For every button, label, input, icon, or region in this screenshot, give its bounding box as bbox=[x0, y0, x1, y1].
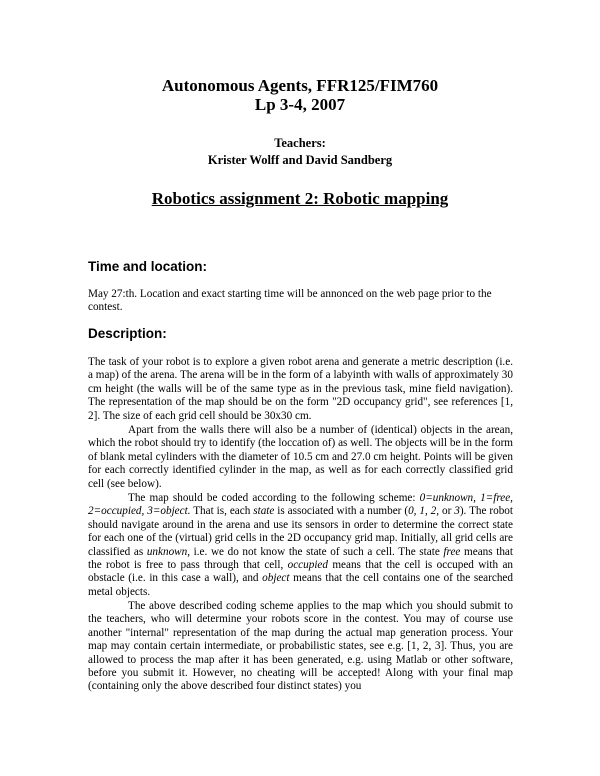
p3-text: means that the robot is free to pass through that cell, bbox=[88, 545, 514, 572]
p3-text: or bbox=[439, 505, 455, 518]
object-term: object bbox=[262, 572, 290, 585]
assignment-title: Robotics assignment 2: Robotic mapping bbox=[151, 189, 449, 208]
p3-text: That is, each bbox=[190, 505, 254, 518]
time-location-text: May 27:th. Location and exact starting time will be annonced on the web page prior to the contest. bbox=[88, 288, 492, 314]
unknown-term: unknown bbox=[146, 545, 188, 558]
teachers-names: Krister Wolff and David Sandberg bbox=[207, 153, 393, 167]
coding-scheme: 0=unknown, 1=free, 2=occupied, 3=object. bbox=[88, 492, 513, 518]
state-numbers: 0, 1, 2, bbox=[408, 505, 440, 518]
course-title: Autonomous Agents, FFR125/FIM760 bbox=[161, 76, 439, 95]
description-paragraph-3 bbox=[88, 492, 513, 599]
p3-text: ). The robot should navigate around in the arena and use its sensors in order to determine the correct state for each one of the (virtual) grid cells in the 2D occupancy grid map. Initially, all grid cells are classified as bbox=[88, 505, 513, 558]
description-paragraph-4: The above described coding scheme applies to the map which you should submit to the teachers, who will determine your robots score in the contest. You may of course use another "internal" representation of the map during the actual map generation process. Your map may contain certain intermediate, or probabilistic states, see e.g. [1, 2, 3]. Thus, you are allowed to process the map after it has been generated, e.g. using Matlab or other software, before you submit it. However, no cheating will be accepted! Along with your final map (containing only the above described four distinct states) you bbox=[88, 600, 513, 693]
p3-text: means that the cell is occuped with an obstacle (i.e. in this case a wall), and bbox=[88, 559, 514, 585]
course-period: Lp 3-4, 2007 bbox=[254, 95, 346, 114]
teachers-label: Teachers: bbox=[274, 136, 326, 150]
description-paragraph-2: Apart from the walls there will also be a number of (identical) objects in the arean, which the robot should try to identify (the loccation of) as well. The objects will be in the form of blank metal cylinders with the diameter of 10.5 cm and 27.0 cm height. Points will be given for each correctly identified cylinder in the map, as well as for each correctly classified grid cell (see below). bbox=[88, 424, 513, 490]
state-number-3: 3 bbox=[454, 505, 460, 518]
p3-text: The map should be coded according to the following scheme: bbox=[128, 492, 420, 504]
p3-text: , i.e. we do not know the state of such a cell. The state bbox=[187, 545, 444, 558]
occupied-term: occupied bbox=[287, 559, 328, 572]
time-location-heading: Time and location: bbox=[88, 259, 208, 274]
p3-text: means that the cell contains one of the searched metal objects. bbox=[88, 572, 513, 598]
free-term: free bbox=[443, 545, 461, 558]
p3-text: is associated with a number ( bbox=[274, 505, 409, 518]
description-paragraph-1: The task of your robot is to explore a given robot arena and generate a metric description (i.e. a map) of the arena. The arena will be in the form of a labyinth with walls of approximately 30 cm height (the walls will be of the same type as in the previous task, mine field navigation). The representation of the map should be on the form "2D occupancy grid", see references [1, 2]. The size of each grid cell should be 30x30 cm. bbox=[88, 356, 513, 422]
state-term: state bbox=[253, 505, 275, 518]
description-heading: Description: bbox=[88, 326, 167, 341]
